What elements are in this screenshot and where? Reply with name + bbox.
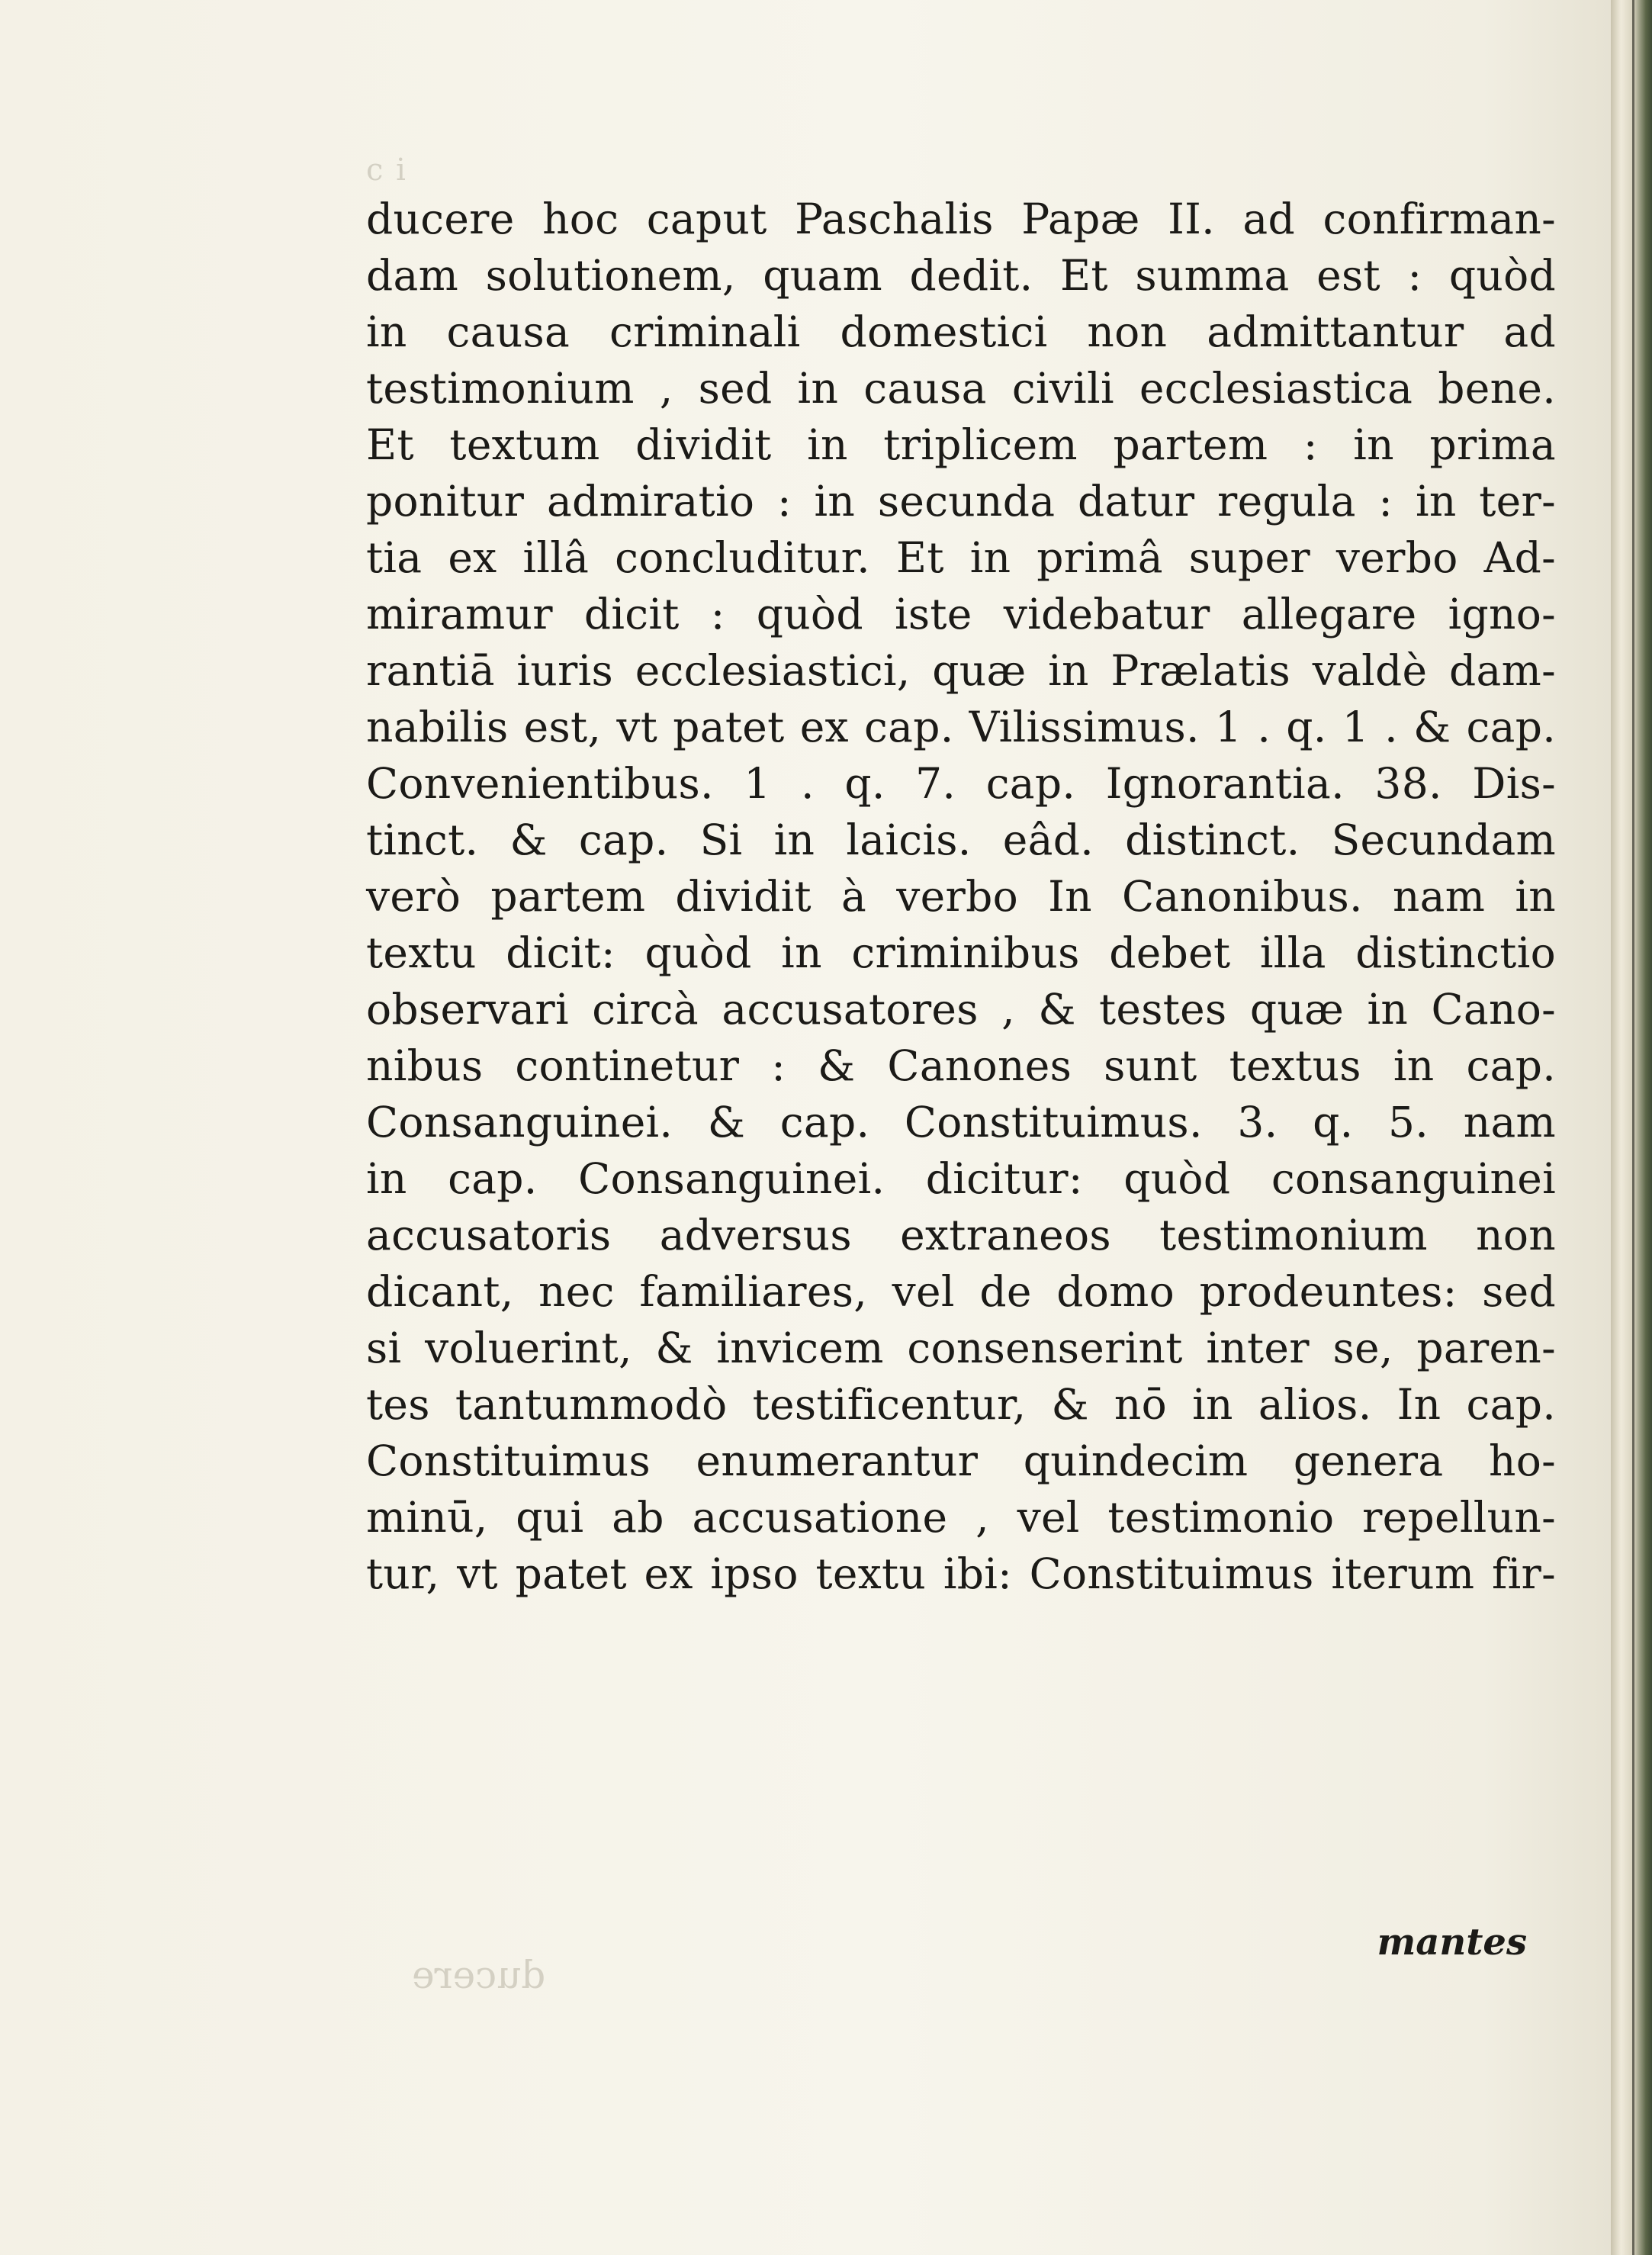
text-line: miramur dicit : quòd iste videbatur allegare igno- <box>366 590 1556 639</box>
text-line: rantiā iuris ecclesiastici, quæ in Prælatis valdè dam- <box>366 646 1556 695</box>
text-line: testimonium , sed in causa civili ecclesiastica bene. <box>366 364 1556 413</box>
text-line: tur, vt patet ex ipso textu ibi: Constituimus iterum fir- <box>366 1549 1556 1598</box>
page-fore-edge <box>1611 0 1652 2255</box>
body-text <box>366 191 1556 1602</box>
text-line: Constituimus enumerantur quindecim genera ho- <box>366 1436 1556 1485</box>
text-line: si voluerint, & invicem consenserint inter se, paren- <box>366 1324 1556 1372</box>
text-line: observari circà accusatores , & testes quæ in Cano- <box>366 985 1556 1034</box>
text-line: in cap. Consanguinei. dicitur: quòd consanguinei <box>366 1154 1556 1203</box>
text-line: Consanguinei. & cap. Constituimus. 3. q. 5. nam <box>366 1098 1556 1147</box>
catchword: mantes <box>1377 1921 1527 1964</box>
bleed-through-bottom: ducere <box>412 1953 546 1997</box>
text-line: Convenientibus. 1 . q. 7. cap. Ignorantia. 38. Dis- <box>366 759 1556 808</box>
text-line: accusatoris adversus extraneos testimonium non <box>366 1211 1556 1259</box>
page-edge-shadow <box>1632 0 1634 2255</box>
text-line: ducere hoc caput Paschalis Papæ II. ad confirman- <box>366 195 1556 243</box>
text-line: tes tantummodò testificentur, & nō in alios. In cap. <box>366 1380 1556 1429</box>
text-line: textu dicit: quòd in criminibus debet illa distinctio <box>366 928 1556 977</box>
text-line: tinct. & cap. Si in laicis. eâd. distinct. Secundam <box>366 815 1556 864</box>
text-line: verò partem dividit à verbo In Canonibus. nam in <box>366 872 1556 921</box>
text-line: Et textum dividit in triplicem partem : in prima <box>366 420 1556 469</box>
text-line: nabilis est, vt patet ex cap. Vilissimus. 1 . q. 1 . & cap. <box>366 703 1556 751</box>
text-line: tia ex illâ concluditur. Et in primâ super verbo Ad- <box>366 533 1556 582</box>
text-line: ponitur admiratio : in secunda datur regula : in ter- <box>366 477 1556 526</box>
text-line: nibus continetur : & Canones sunt textus in cap. <box>366 1041 1556 1090</box>
bleed-through-top: c i <box>366 153 407 188</box>
text-line: dam solutionem, quam dedit. Et summa est : quòd <box>366 251 1556 300</box>
text-line: in causa criminali domestici non admittantur ad <box>366 307 1556 356</box>
text-line: dicant, nec familiares, vel de domo prodeuntes: sed <box>366 1267 1556 1316</box>
text-line: minū, qui ab accusatione , vel testimonio repellun- <box>366 1493 1556 1542</box>
